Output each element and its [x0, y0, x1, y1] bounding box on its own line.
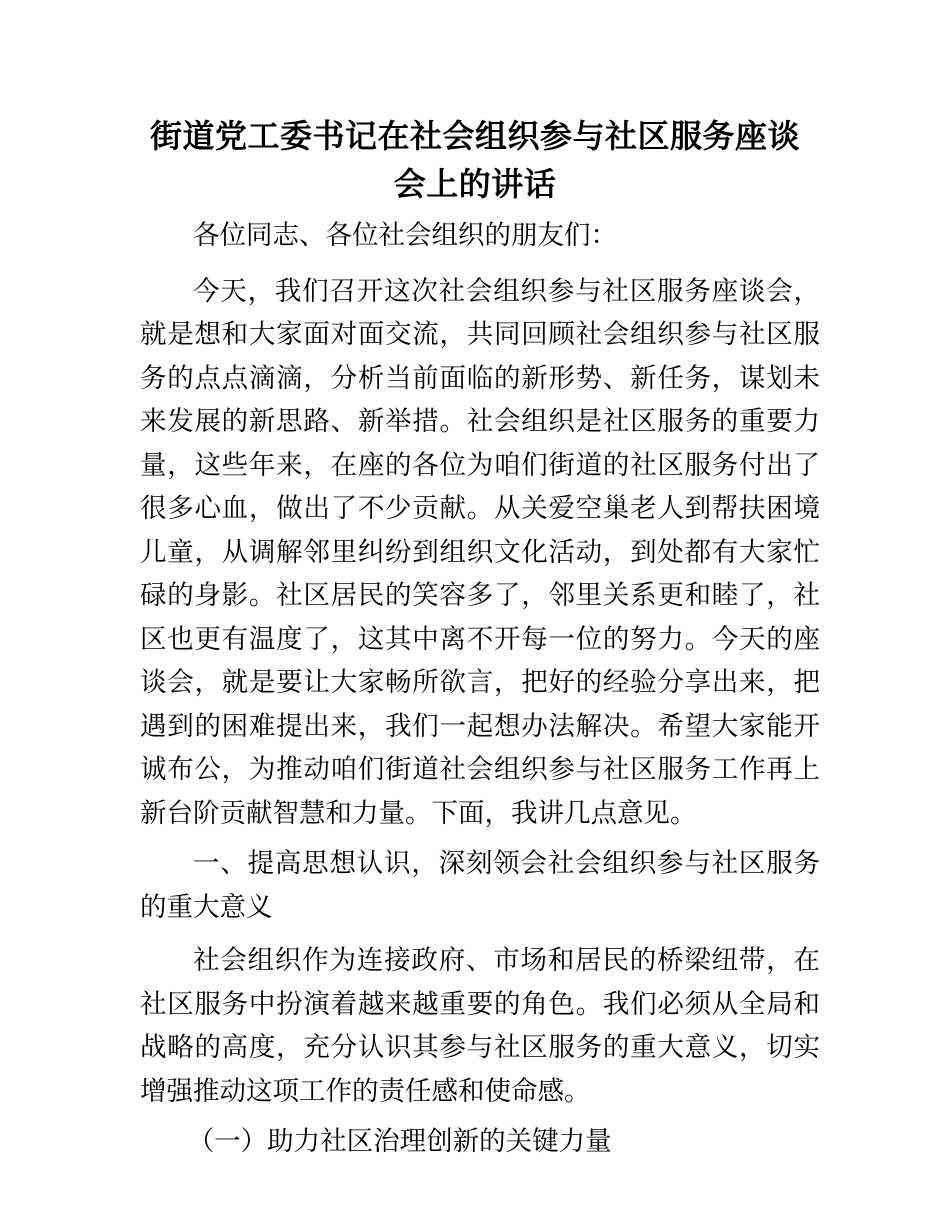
section-heading-1: 一、提高思想认识，深刻领会社会组织参与社区服务的重大意义 — [140, 848, 820, 923]
document-body — [140, 214, 820, 1171]
subsection-heading-1: （一）助力社区治理创新的关键力量 — [187, 1126, 612, 1157]
title-line-1: 街道党工委书记在社会组织参与社区服务座谈 — [149, 117, 800, 155]
greeting-paragraph: 各位同志、各位社会组织的朋友们： — [193, 220, 617, 251]
opening-paragraph: 今天，我们召开这次社会组织参与社区服务座谈会，就是想和大家面对面交流，共同回顾社会组织参与社区服务的点点滴滴，分析当前面临的新形势、新任务，谋划未来发展的新思路、新举措。社会组织是社区服务的重要力量，这些年来，在座的各位为咱们街道的社区服务付出了很多心血，做出了不少贡献。从关爱空巢老人到帮扶困境儿童，从调解邻里纠纷到组织文化活动，到处都有大家忙碌的身影。社区居民的笑容多了，邻里关系更和睦了，社区也更有温度了，这其中离不开每一位的努力。今天的座谈会，就是要让大家畅所欲言，把好的经验分享出来，把遇到的困难提出来，我们一起想办法解决。希望大家能开诚布公，为推动咱们街道社会组织参与社区服务工作再上新台阶贡献智慧和力量。下面，我讲几点意见。 — [140, 275, 820, 829]
document-title — [120, 112, 830, 208]
title-line-2: 会上的讲话 — [393, 165, 557, 203]
section-1-paragraph: 社会组织作为连接政府、市场和居民的桥梁纽带，在社区服务中扮演着越来越重要的角色。我们必须从全局和战略的高度，充分认识其参与社区服务的重大意义，切实增强推动这项工作的责任感和使命感。 — [140, 945, 820, 1107]
